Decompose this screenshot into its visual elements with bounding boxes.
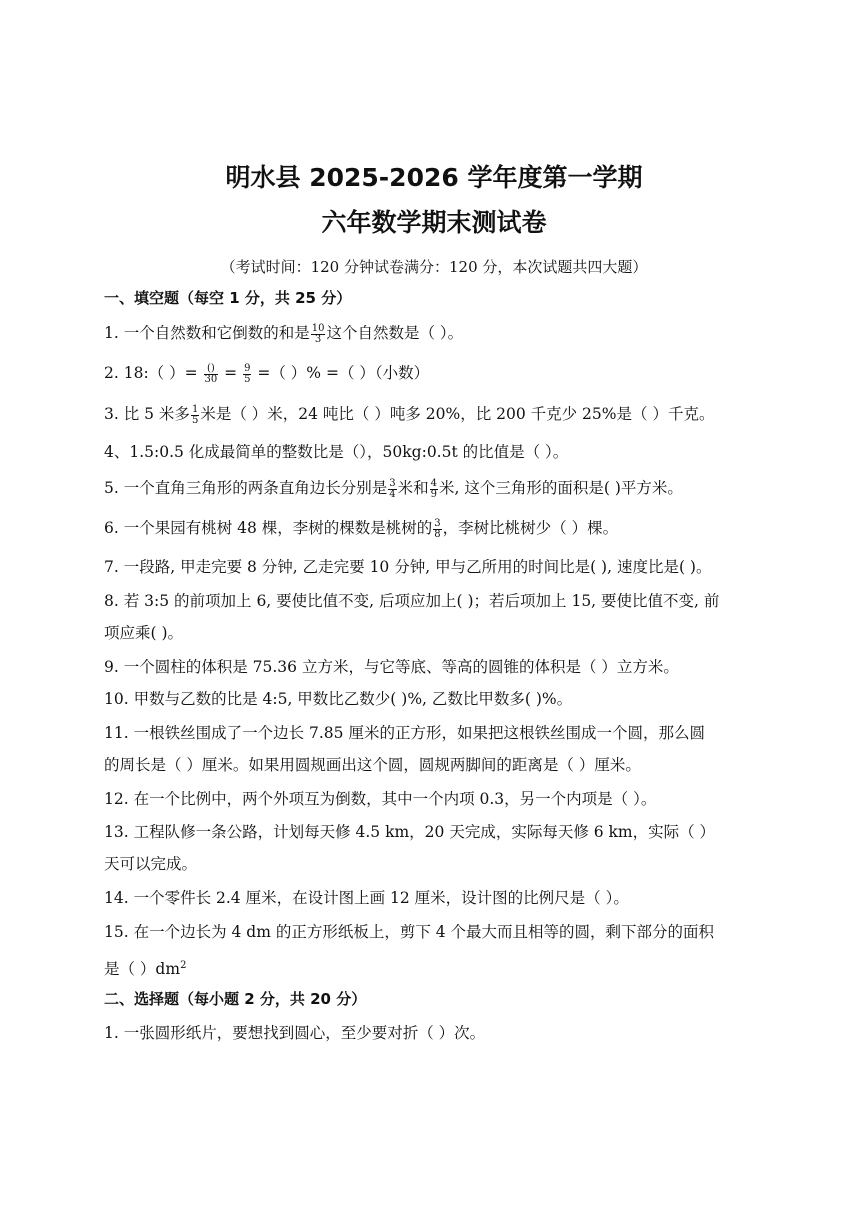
q2-text-post: =（ ）% =（ ）（小数） bbox=[252, 364, 430, 382]
exam-subtitle-title: 六年数学期末测试卷 bbox=[321, 208, 547, 237]
q2-fraction-2 bbox=[243, 364, 251, 385]
q1-text-pre: 1. 一个自然数和它倒数的和是 bbox=[104, 324, 310, 342]
q1-text-post: 这个自然数是（ ）。 bbox=[326, 324, 464, 342]
question-7: 7. 一段路, 甲走完要 8 分钟, 乙走完要 10 分钟, 甲与乙所用的时间比是( ), 速度比是( )。 bbox=[104, 558, 712, 576]
q5-text-pre: 5. 一个直角三角形的两条直角边长分别是 bbox=[104, 479, 388, 497]
q15-superscript: 2 bbox=[180, 960, 187, 971]
q5-fraction-2 bbox=[430, 479, 438, 500]
section1-heading: 一、填空题（每空 1 分，共 25 分） bbox=[104, 289, 352, 307]
question-1 bbox=[104, 322, 764, 345]
q2-fraction-2-denominator: 5 bbox=[244, 373, 251, 385]
q5-fraction-1-denominator: 4 bbox=[389, 488, 396, 500]
question-10: 10. 甲数与乙数的比是 4:5, 甲数比乙数少( )%, 乙数比甲数多( )%。 bbox=[104, 690, 573, 708]
q3-fraction bbox=[191, 405, 199, 426]
q5-text-post: 米, 这个三角形的面积是( )平方米。 bbox=[438, 479, 683, 497]
question-9: 9. 一个圆柱的体积是 75.36 立方米，与它等底、等高的圆锥的体积是（ ）立方米。 bbox=[104, 658, 679, 676]
question-12: 12. 在一个比例中，两个外项互为倒数，其中一个内项 0.3，另一个内项是（ ）。 bbox=[104, 790, 657, 808]
q6-text-post: ，李树比桃树少（ ）棵。 bbox=[442, 519, 619, 537]
question-5 bbox=[104, 477, 764, 500]
question-15-line-2 bbox=[104, 955, 764, 980]
question-15-line-1: 15. 在一个边长为 4 dm 的正方形纸板上，剪下 4 个最大而且相等的圆，剩下部分的面积 bbox=[104, 923, 715, 941]
exam-info: （考试时间：120 分钟试卷满分：120 分，本次试题共四大题） bbox=[220, 258, 648, 276]
q2-fraction-1-numerator: () bbox=[204, 364, 219, 375]
q6-fraction-numerator: 3 bbox=[434, 517, 441, 529]
q6-fraction bbox=[433, 519, 441, 540]
question-4: 4、1.5:0.5 化成最简单的整数比是（），50kg:0.5t 的比值是（ ）。 bbox=[104, 443, 569, 461]
q3-text-post: 米是（ ）米，24 吨比（ ）吨多 20%，比 200 千克少 25%是（ ）千克。 bbox=[200, 405, 715, 423]
q1-fraction-numerator: 10 bbox=[311, 322, 325, 334]
question-13-line-1: 13. 工程队修一条公路，计划每天修 4.5 km，20 天完成，实际每天修 6 km，实际（ ） bbox=[104, 823, 716, 841]
q5-fraction-1-numerator: 3 bbox=[389, 477, 396, 489]
q5-fraction-1 bbox=[388, 479, 396, 500]
question-11-line-1: 11. 一根铁丝围成了一个边长 7.85 厘米的正方形，如果把这根铁丝围成一个圆，那么圆 bbox=[104, 724, 705, 742]
q3-fraction-numerator: 1 bbox=[191, 403, 199, 415]
q15-line-2-text: 是（ ）dm bbox=[104, 960, 181, 979]
section2-heading: 二、选择题（每小题 2 分，共 20 分） bbox=[104, 990, 367, 1008]
q1-fraction bbox=[311, 324, 326, 345]
exam-title: 明水县 2025-2026 学年度第一学期 bbox=[225, 163, 643, 192]
q3-text-pre: 3. 比 5 米多 bbox=[104, 405, 190, 423]
question-8-line-2: 项应乘( )。 bbox=[104, 624, 184, 642]
question-13-line-2: 天可以完成。 bbox=[104, 855, 198, 873]
q6-fraction-denominator: 8 bbox=[434, 528, 441, 540]
q6-text-pre: 6. 一个果园有桃树 48 棵，李树的棵数是桃树的 bbox=[104, 519, 433, 537]
q3-fraction-denominator: 5 bbox=[191, 414, 199, 426]
question-6 bbox=[104, 517, 764, 540]
q2-fraction-1 bbox=[204, 364, 219, 385]
question-3 bbox=[104, 403, 764, 426]
q2-text-pre: 2. 18:（ ）= bbox=[104, 364, 203, 382]
q5-fraction-2-denominator: 9 bbox=[430, 488, 437, 500]
question-14: 14. 一个零件长 2.4 厘米，在设计图上画 12 厘米，设计图的比例尺是（ ）。 bbox=[104, 889, 629, 907]
q2-fraction-1-denominator: 30 bbox=[204, 373, 218, 385]
section2-question-1: 1. 一张圆形纸片，要想找到圆心，至少要对折（ ）次。 bbox=[104, 1024, 486, 1042]
q5-text-mid: 米和 bbox=[397, 479, 429, 497]
q5-fraction-2-numerator: 4 bbox=[430, 477, 437, 489]
question-11-line-2: 的周长是（ ）厘米。如果用圆规画出这个圆，圆规两脚间的距离是（ ）厘米。 bbox=[104, 756, 641, 774]
q1-fraction-denominator: 3 bbox=[314, 333, 322, 345]
q2-fraction-2-numerator: 9 bbox=[244, 362, 251, 374]
question-2 bbox=[104, 362, 764, 385]
question-8-line-1: 8. 若 3:5 的前项加上 6, 要使比值不变, 后项应加上( )；若后项加上 15, 要使比值不变, 前 bbox=[104, 592, 720, 610]
q2-text-mid: = bbox=[219, 364, 243, 382]
